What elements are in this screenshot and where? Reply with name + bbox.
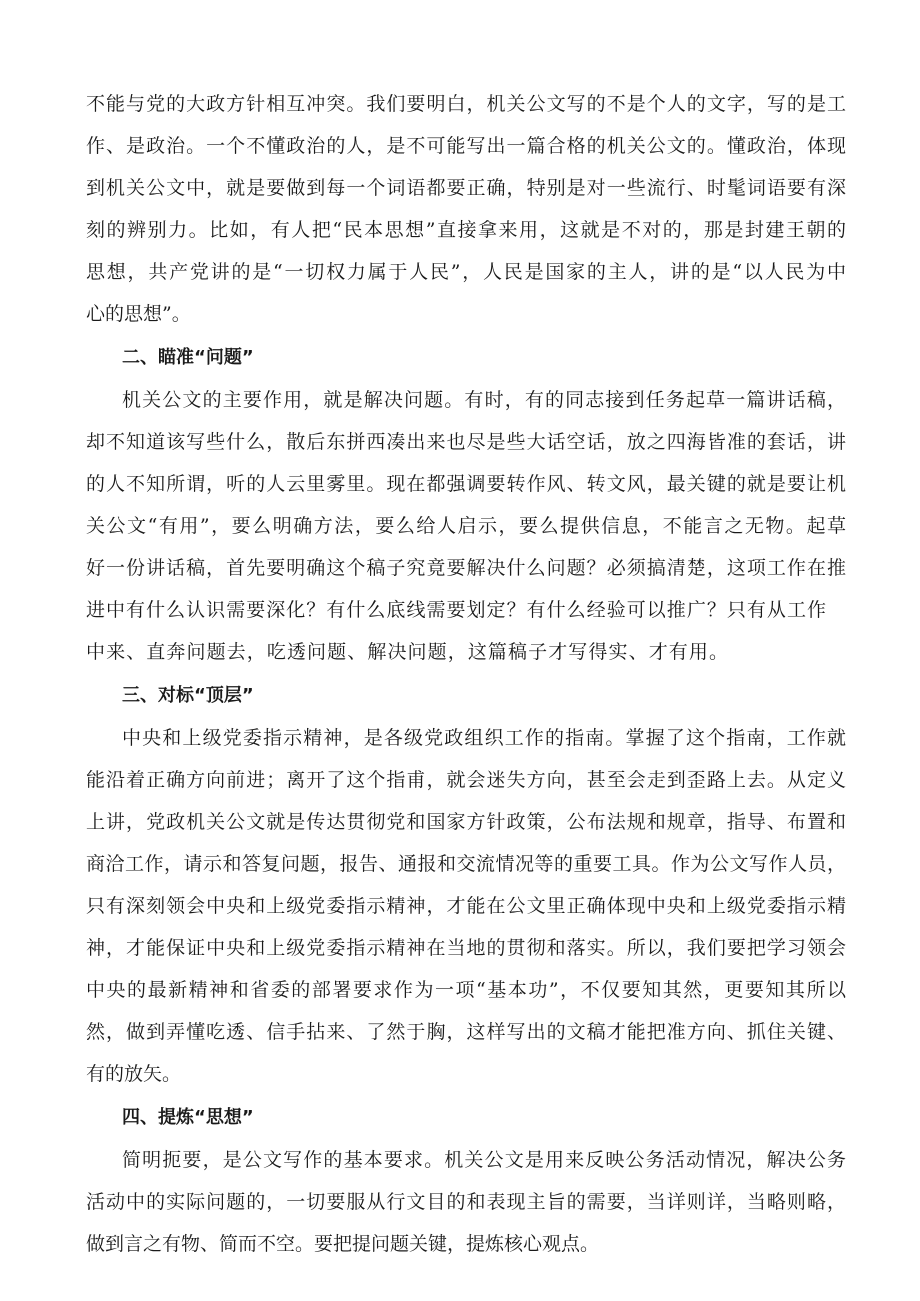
paragraph-4-line-3: 做到言之有物、简而不空。要把提问题关键，提炼核心观点。 — [86, 1233, 600, 1255]
paragraph-2-line-3: 的人不知所谓，听的人云里雾里。现在都强调要转作风、转文风，最关键的就是要让机 — [86, 473, 846, 495]
paragraph-intro-line-6: 心的思想”。 — [86, 303, 191, 325]
paragraph-2-line-6: 进中有什么认识需要深化？有什么底线需要划定？有什么经验可以推广？只有从工作 — [86, 599, 826, 621]
paragraph-3-line-7: 中央的最新精神和省委的部署要求作为一项“基本功”，不仅要知其然，更要知其所以 — [86, 979, 846, 1001]
paragraph-3-line-2: 能沿着正确方向前进；离开了这个指甫，就会迷失方向，甚至会走到歪路上去。从定义 — [86, 769, 846, 791]
paragraph-intro-line-5: 思想，共产党讲的是“一切权力属于人民”，人民是国家的主人，讲的是“以人民为中 — [86, 261, 846, 283]
paragraph-2-line-4: 关公文“有用”，要么明确方法，要么给人启示，要么提供信息，不能言之无物。起草 — [86, 515, 846, 537]
paragraph-intro-line-3: 到机关公文中，就是要做到每一个词语都要正确，特别是对一些流行、时髦词语要有深 — [86, 177, 846, 199]
paragraph-3-line-8: 然，做到弄懂吃透、信手拈来、了然于胸，这样写出的文稿才能把准方向、抓住关键、 — [86, 1021, 846, 1043]
paragraph-4-line-1: 简明扼要，是公文写作的基本要求。机关公文是用来反映公务活动情况，解决公务 — [122, 1149, 846, 1171]
section-heading-3: 三、对标“顶层” — [122, 685, 254, 706]
paragraph-2-line-5: 好一份讲话稿，首先要明确这个稿子究竟要解决什么问题？必须搞清楚，这项工作在推 — [86, 557, 846, 579]
paragraph-3-line-4: 商洽工作，请示和答复问题，报告、通报和交流情况等的重要工具。作为公文写作人员， — [86, 853, 846, 875]
paragraph-intro-line-4: 刻的辨别力。比如，有人把“民本思想”直接拿来用，这就是不对的，那是封建王朝的 — [86, 219, 846, 241]
paragraph-2-line-1: 机关公文的主要作用，就是解决问题。有时，有的同志接到任务起草一篇讲话稿， — [122, 389, 846, 411]
paragraph-3-line-5: 只有深刻领会中央和上级党委指示精神，才能在公文里正确体现中央和上级党委指示精 — [86, 895, 846, 917]
paragraph-3-line-6: 神，才能保证中央和上级党委指示精神在当地的贯彻和落实。所以，我们要把学习领会 — [86, 937, 846, 959]
section-heading-2: 二、瞄准“问题” — [122, 347, 254, 368]
section-heading-4: 四、提炼“思想” — [122, 1107, 254, 1128]
paragraph-3-line-3: 上讲，党政机关公文就是传达贯彻党和国家方针政策，公布法规和规章，指导、布置和 — [86, 811, 846, 833]
paragraph-2-line-7: 中来、直奔问题去，吃透问题、解决问题，这篇稿子才写得实、才有用。 — [86, 641, 728, 663]
paragraph-intro-line-1: 不能与党的大政方针相互冲突。我们要明白，机关公文写的不是个人的文字，写的是工 — [86, 93, 846, 115]
paragraph-3-line-9: 有的放矢。 — [86, 1063, 182, 1085]
paragraph-intro-line-2: 作、是政治。一个不懂政治的人，是不可能写出一篇合格的机关公文的。懂政治，体现 — [86, 135, 846, 157]
paragraph-3-line-1: 中央和上级党委指示精神，是各级党政组织工作的指南。掌握了这个指南，工作就 — [122, 727, 846, 749]
paragraph-4-line-2: 活动中的实际问题的，一切要服从行文目的和表现主旨的需要，当详则详，当略则略， — [86, 1191, 846, 1213]
paragraph-2-line-2: 却不知道该写些什么，散后东拼西凑出来也尽是些大话空话，放之四海皆准的套话，讲 — [86, 431, 846, 453]
